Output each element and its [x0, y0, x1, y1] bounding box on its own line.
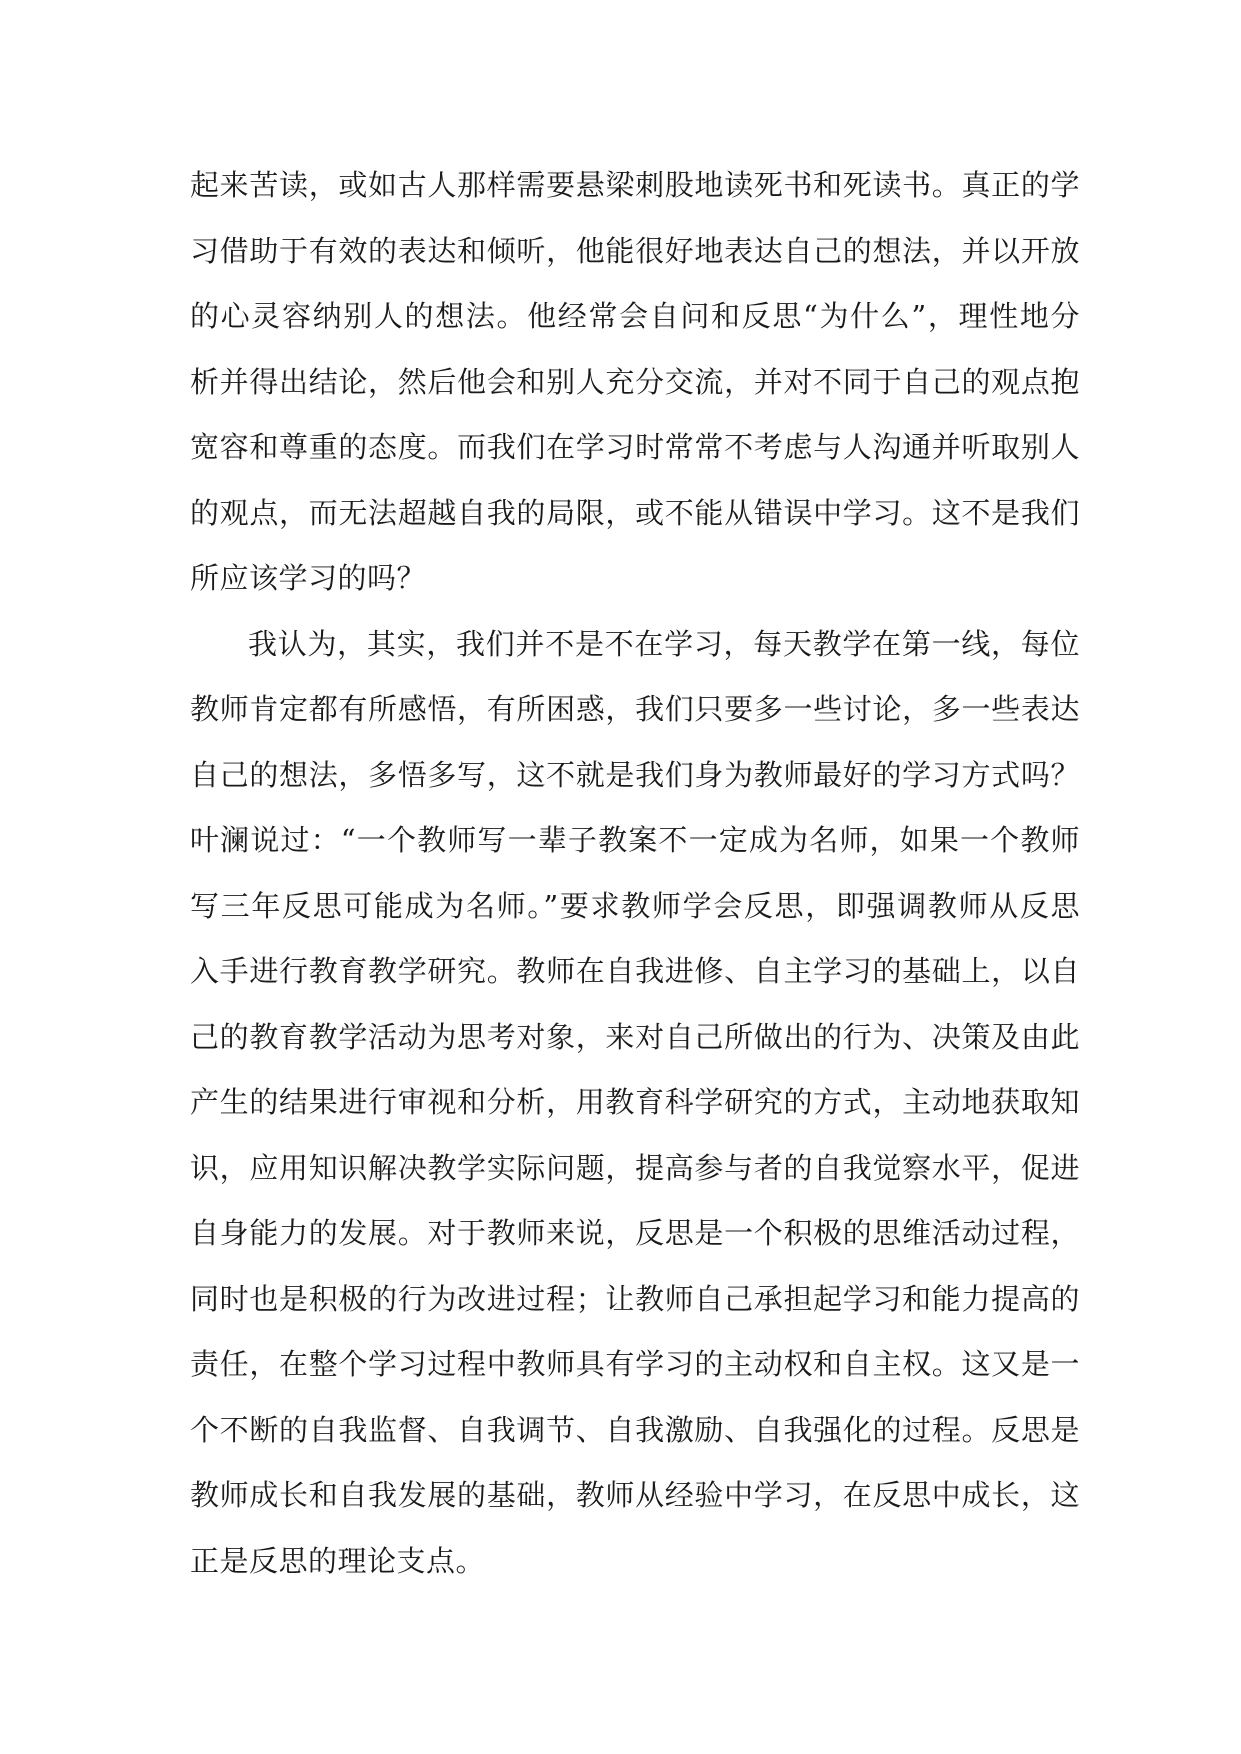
paragraph-2-line-8: 产生的结果进行审视和分析，用教育科学研究的方式，主动地获取知 — [190, 1085, 1080, 1119]
paragraph-1-line-2: 习借助于有效的表达和倾听，他能很好地表达自己的想法，并以开放 — [190, 233, 1080, 268]
paragraph-2-line-14: 教师成长和自我发展的基础，教师从经验中学习，在反思中成长，这 — [190, 1478, 1080, 1512]
paragraph-1-line-5: 宽容和尊重的态度。而我们在学习时常常不考虑与人沟通并听取别人 — [190, 430, 1080, 464]
paragraph-1-line-4: 析并得出结论，然后他会和别人充分交流，并对不同于自己的观点抱 — [190, 364, 1080, 399]
paragraph-2-line-3: 自己的想法，多悟多写，这不就是我们身为教师最好的学习方式吗？ — [190, 757, 1080, 792]
paragraph-2-line-12: 责任，在整个学习过程中教师具有学习的主动权和自主权。这又是一 — [190, 1347, 1080, 1381]
paragraph-2-line-4: 叶澜说过：“一个教师写一辈子教案不一定成为名师，如果一个教师 — [190, 823, 1080, 857]
paragraph-2-line-11: 同时也是积极的行为改进过程；让教师自己承担起学习和能力提高的 — [190, 1281, 1080, 1316]
paragraph-2-line-9: 识，应用知识解决教学实际问题，提高参与者的自我觉察水平，促进 — [190, 1150, 1080, 1185]
paragraph-2-line-5: 写三年反思可能成为名师。”要求教师学会反思，即强调教师从反思 — [190, 888, 1080, 923]
paragraph-2-line-15: 正是反思的理论支点。 — [190, 1543, 486, 1578]
body-text — [190, 153, 1080, 1594]
paragraph-1-line-3: 的心灵容纳别人的想法。他经常会自问和反思“为什么”，理性地分 — [190, 299, 1080, 333]
paragraph-2-line-13: 个不断的自我监督、自我调节、自我激励、自我强化的过程。反思是 — [190, 1412, 1080, 1447]
paragraph-2-line-1: 我认为，其实，我们并不是不在学习，每天教学在第一线，每位 — [248, 626, 1080, 661]
paragraph-2-line-7: 己的教育教学活动为思考对象，来对自己所做出的行为、决策及由此 — [190, 1019, 1080, 1054]
paragraph-1-line-7: 所应该学习的吗？ — [190, 561, 427, 595]
paragraph-2-line-2: 教师肯定都有所感悟，有所困惑，我们只要多一些讨论，多一些表达 — [190, 692, 1080, 726]
paragraph-2-line-10: 自身能力的发展。对于教师来说，反思是一个积极的思维活动过程， — [190, 1216, 1080, 1250]
paragraph-2-line-6: 入手进行教育教学研究。教师在自我进修、自主学习的基础上，以自 — [190, 954, 1080, 988]
paragraph-1-line-6: 的观点，而无法超越自我的局限，或不能从错误中学习。这不是我们 — [190, 495, 1080, 530]
paragraph-1-line-1: 起来苦读，或如古人那样需要悬梁刺股地读死书和死读书。真正的学 — [190, 168, 1080, 202]
